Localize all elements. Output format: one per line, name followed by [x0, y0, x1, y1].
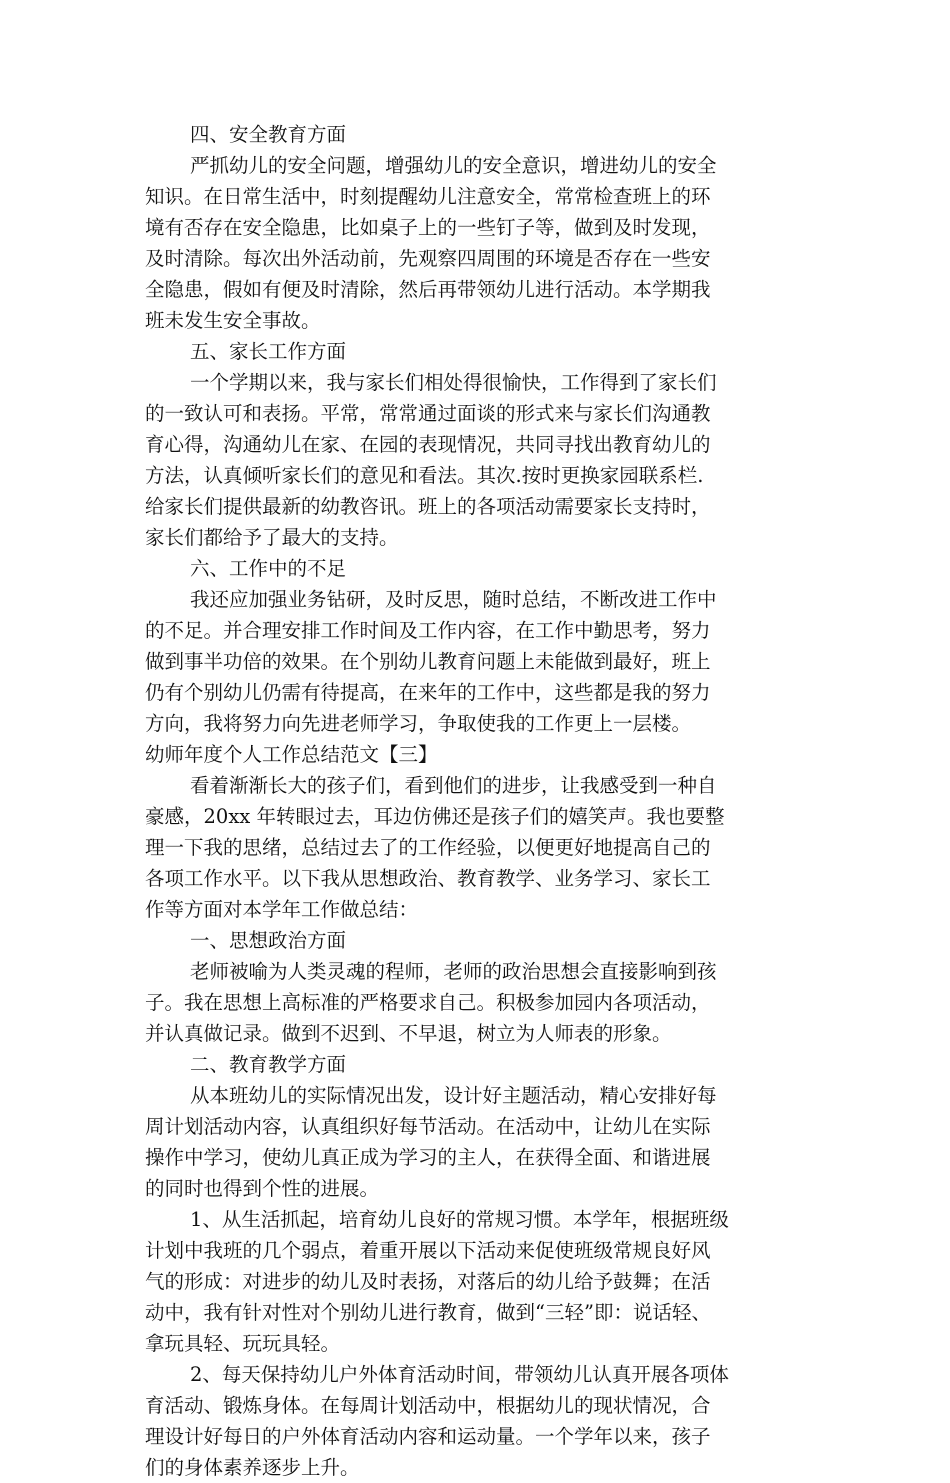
- text-line: 班未发生安全事故。: [145, 309, 321, 332]
- text-line: 并认真做记录。做到不迟到、不早退，树立为人师表的形象。: [145, 1022, 672, 1045]
- text-line: 们的身体素养逐步上升。: [145, 1456, 360, 1479]
- text-line: 理一下我的思绪，总结过去了的工作经验，以便更好地提高自己的: [145, 836, 711, 859]
- text-line: 给家长们提供最新的幼教咨讯。班上的各项活动需要家长支持时，: [145, 495, 711, 518]
- text-line: 动中，我有针对性对个别幼儿进行教育，做到“三轻”即：说话轻、: [145, 1301, 711, 1324]
- text-line: 老师被喻为人类灵魂的程师，老师的政治思想会直接影响到孩: [190, 960, 717, 983]
- text-line: 幼师年度个人工作总结范文【三】: [145, 743, 438, 766]
- text-line: 方法，认真倾听家长们的意见和看法。其次.按时更换家园联系栏.: [145, 464, 704, 487]
- text-line: 育活动、锻炼身体。在每周计划活动中，根据幼儿的现状情况，合: [145, 1394, 711, 1417]
- text-line: 的一致认可和表扬。平常，常常通过面谈的形式来与家长们沟通教: [145, 402, 711, 425]
- document-body: [145, 119, 815, 1483]
- text-line: 五、家长工作方面: [190, 340, 347, 363]
- text-line: 全隐患，假如有便及时清除，然后再带领幼儿进行活动。本学期我: [145, 278, 711, 301]
- text-line: 2、每天保持幼儿户外体育活动时间，带领幼儿认真开展各项体: [190, 1363, 729, 1386]
- text-line: 各项工作水平。以下我从思想政治、教育教学、业务学习、家长工: [145, 867, 711, 890]
- text-line: 一、思想政治方面: [190, 929, 347, 952]
- text-line: 气的形成：对进步的幼儿及时表扬，对落后的幼儿给予鼓舞；在活: [145, 1270, 711, 1293]
- text-line: 从本班幼儿的实际情况出发，设计好主题活动，精心安排好每: [190, 1084, 717, 1107]
- text-line: 六、工作中的不足: [190, 557, 347, 580]
- text-line: 家长们都给予了最大的支持。: [145, 526, 399, 549]
- text-line: 周计划活动内容，认真组织好每节活动。在活动中，让幼儿在实际: [145, 1115, 711, 1138]
- text-line: 严抓幼儿的安全问题，增强幼儿的安全意识，增进幼儿的安全: [190, 154, 717, 177]
- text-line: 豪感，20xx 年转眼过去，耳边仿佛还是孩子们的嬉笑声。我也要整: [145, 805, 725, 828]
- text-line: 仍有个别幼儿仍需有待提高，在来年的工作中，这些都是我的努力: [145, 681, 711, 704]
- text-line: 拿玩具轻、玩玩具轻。: [145, 1332, 341, 1355]
- text-line: 四、安全教育方面: [190, 123, 347, 146]
- text-line: 子。我在思想上高标准的严格要求自己。积极参加园内各项活动，: [145, 991, 711, 1014]
- text-line: 操作中学习，使幼儿真正成为学习的主人，在获得全面、和谐进展: [145, 1146, 711, 1169]
- text-line: 的同时也得到个性的进展。: [145, 1177, 380, 1200]
- text-line: 作等方面对本学年工作做总结：: [145, 898, 419, 921]
- text-line: 知识。在日常生活中，时刻提醒幼儿注意安全，常常检查班上的环: [145, 185, 711, 208]
- text-line: 做到事半功倍的效果。在个别幼儿教育问题上未能做到最好，班上: [145, 650, 711, 673]
- text-line: 看着渐渐长大的孩子们，看到他们的进步，让我感受到一种自: [190, 774, 717, 797]
- text-line: 二、教育教学方面: [190, 1053, 347, 1076]
- text-line: 计划中我班的几个弱点，着重开展以下活动来促使班级常规良好风: [145, 1239, 711, 1262]
- text-line: 的不足。并合理安排工作时间及工作内容，在工作中勤思考，努力: [145, 619, 711, 642]
- text-line: 一个学期以来，我与家长们相处得很愉快，工作得到了家长们: [190, 371, 717, 394]
- text-line: 及时清除。每次出外活动前，先观察四周围的环境是否存在一些安: [145, 247, 711, 270]
- text-line: 境有否存在安全隐患，比如桌子上的一些钉子等，做到及时发现，: [145, 216, 711, 239]
- text-line: 1、从生活抓起，培育幼儿良好的常规习惯。本学年，根据班级: [190, 1208, 729, 1231]
- text-line: 方向，我将努力向先进老师学习，争取使我的工作更上一层楼。: [145, 712, 692, 735]
- text-line: 育心得，沟通幼儿在家、在园的表现情况，共同寻找出教育幼儿的: [145, 433, 711, 456]
- text-line: 理设计好每日的户外体育活动内容和运动量。一个学年以来，孩子: [145, 1425, 711, 1448]
- text-line: 我还应加强业务钻研，及时反思，随时总结，不断改进工作中: [190, 588, 717, 611]
